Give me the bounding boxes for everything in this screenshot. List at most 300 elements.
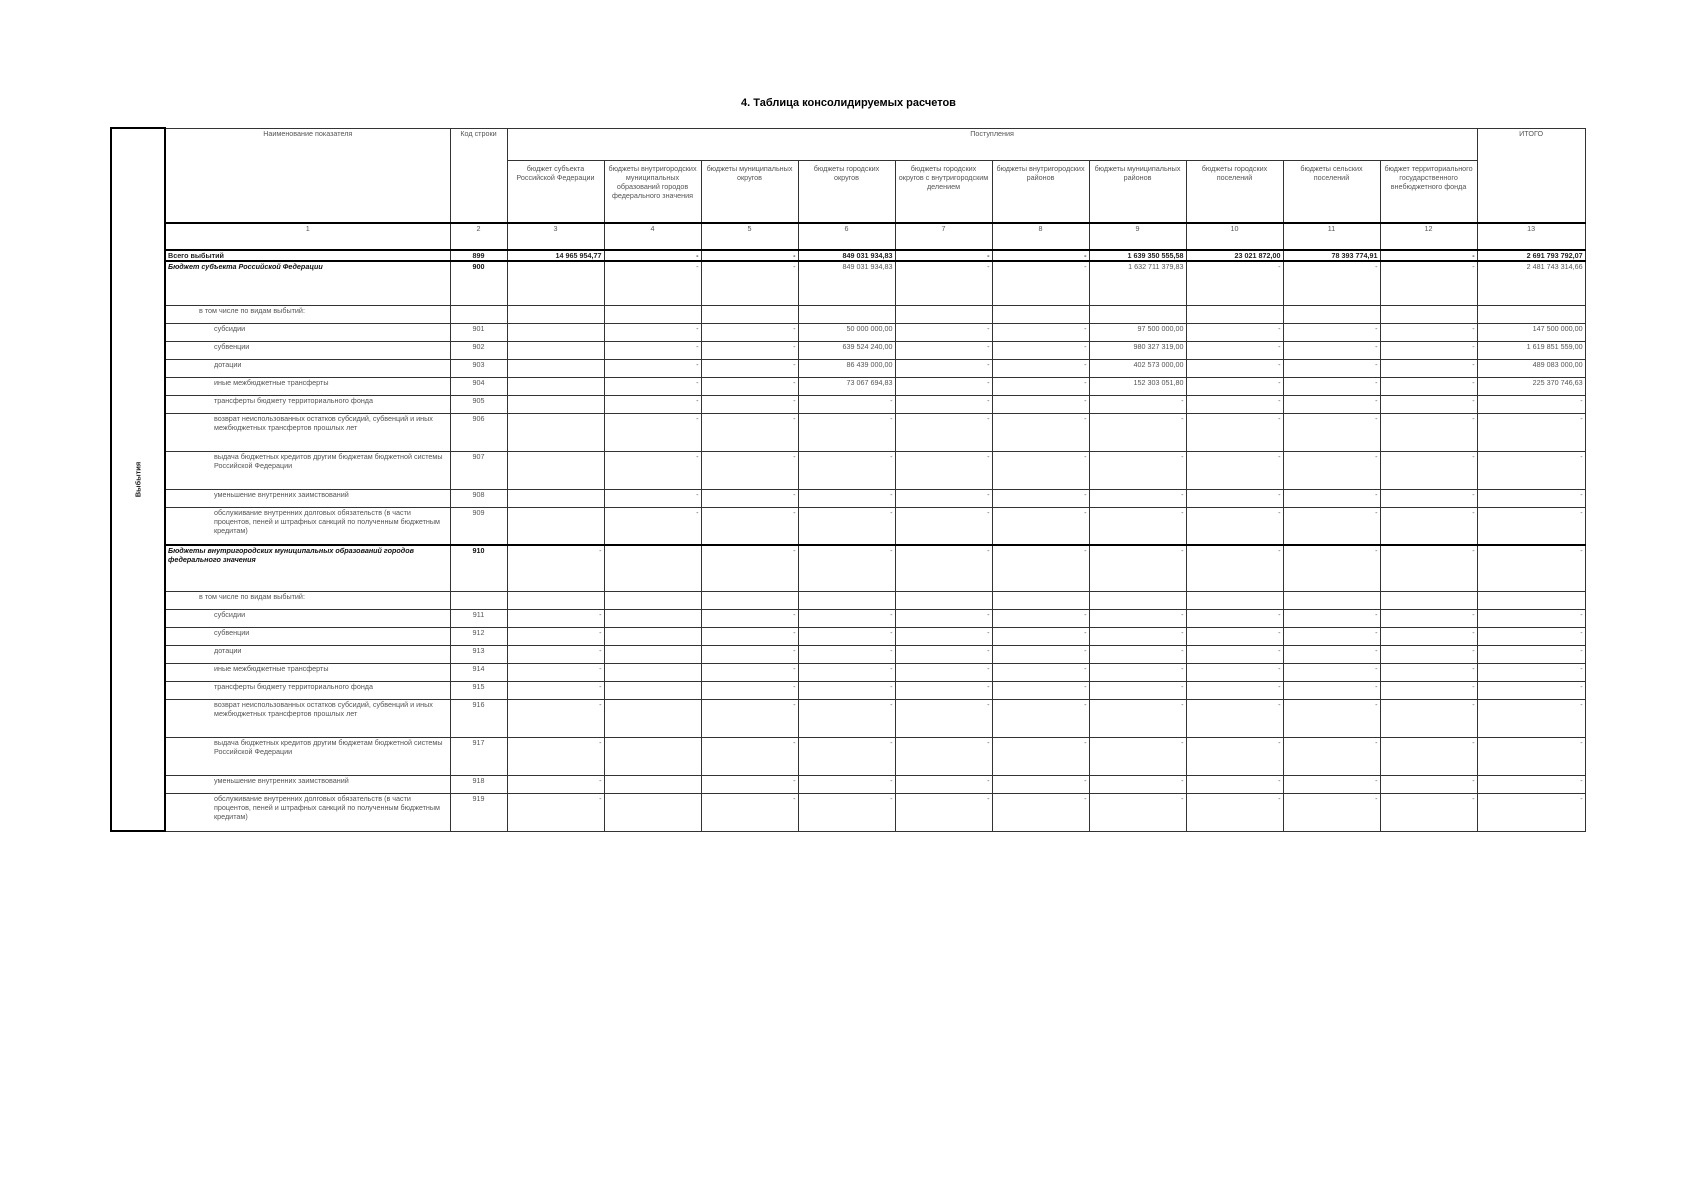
value-cell: - (701, 627, 798, 645)
value-cell: - (1283, 507, 1380, 545)
value-cell (798, 591, 895, 609)
value-cell: 489 083 000,00 (1477, 359, 1585, 377)
value-cell: - (1477, 413, 1585, 451)
row-label: субвенции (165, 341, 450, 359)
value-cell: - (895, 377, 992, 395)
value-cell: - (992, 609, 1089, 627)
value-cell: - (798, 663, 895, 681)
table-row (111, 377, 1585, 395)
row-label: трансферты бюджету территориального фонда (165, 395, 450, 413)
row-code: 905 (450, 395, 507, 413)
table-row (111, 681, 1585, 699)
value-cell: - (1089, 627, 1186, 645)
header-col-11: бюджеты сельских поселений (1283, 160, 1380, 223)
value-cell: 225 370 746,63 (1477, 377, 1585, 395)
value-cell: - (1089, 451, 1186, 489)
row-label: в том числе по видам выбытий: (165, 305, 450, 323)
header-col-8: бюджеты внутригородских районов (992, 160, 1089, 223)
value-cell: - (992, 323, 1089, 341)
value-cell: - (798, 507, 895, 545)
value-cell: - (1089, 681, 1186, 699)
value-cell: - (895, 699, 992, 737)
value-cell: - (1380, 545, 1477, 591)
value-cell (604, 591, 701, 609)
value-cell: - (604, 323, 701, 341)
table-row (111, 451, 1585, 489)
value-cell: - (701, 359, 798, 377)
value-cell (507, 323, 604, 341)
value-cell: - (798, 413, 895, 451)
value-cell: - (992, 341, 1089, 359)
table-row (111, 645, 1585, 663)
value-cell: - (507, 545, 604, 591)
value-cell: - (701, 609, 798, 627)
value-cell: 849 031 934,83 (798, 261, 895, 305)
value-cell (604, 793, 701, 831)
value-cell (604, 699, 701, 737)
table-row (111, 395, 1585, 413)
value-cell: - (895, 341, 992, 359)
value-cell: - (1477, 681, 1585, 699)
value-cell: - (604, 261, 701, 305)
value-cell: - (992, 627, 1089, 645)
row-code: 917 (450, 737, 507, 775)
header-number: 9 (1089, 223, 1186, 250)
value-cell (604, 775, 701, 793)
value-cell: - (1477, 793, 1585, 831)
header-col-10: бюджеты городских поселений (1186, 160, 1283, 223)
value-cell: - (1186, 545, 1283, 591)
value-cell: - (1186, 627, 1283, 645)
value-cell: - (1186, 261, 1283, 305)
value-cell: - (507, 793, 604, 831)
value-cell: 639 524 240,00 (798, 341, 895, 359)
row-code: 903 (450, 359, 507, 377)
row-label: уменьшение внутренних заимствований (165, 489, 450, 507)
value-cell: - (798, 645, 895, 663)
value-cell: - (1089, 609, 1186, 627)
value-cell (1283, 305, 1380, 323)
header-number: 5 (701, 223, 798, 250)
row-label: выдача бюджетных кредитов другим бюджетам бюджетной системы Российской Федерации (165, 451, 450, 489)
table-row (111, 737, 1585, 775)
value-cell: 50 000 000,00 (798, 323, 895, 341)
row-label: выдача бюджетных кредитов другим бюджетам бюджетной системы Российской Федерации (165, 737, 450, 775)
value-cell: - (1477, 737, 1585, 775)
value-cell: - (1089, 737, 1186, 775)
table-row (111, 305, 1585, 323)
value-cell: - (1186, 775, 1283, 793)
row-label: субсидии (165, 323, 450, 341)
value-cell: - (798, 545, 895, 591)
value-cell: - (798, 737, 895, 775)
value-cell: - (1283, 395, 1380, 413)
row-code (450, 305, 507, 323)
value-cell: - (604, 489, 701, 507)
value-cell: - (1283, 681, 1380, 699)
value-cell: - (1186, 681, 1283, 699)
value-cell (507, 395, 604, 413)
value-cell: - (1283, 413, 1380, 451)
value-cell: - (1186, 663, 1283, 681)
table-row (111, 627, 1585, 645)
value-cell: - (1380, 261, 1477, 305)
value-cell: - (1477, 663, 1585, 681)
row-code: 899 (450, 250, 507, 261)
header-number: 6 (798, 223, 895, 250)
value-cell: - (1089, 663, 1186, 681)
value-cell: - (895, 681, 992, 699)
side-label: Выбытия (133, 461, 143, 498)
value-cell: 73 067 694,83 (798, 377, 895, 395)
value-cell: - (992, 681, 1089, 699)
value-cell (895, 305, 992, 323)
value-cell: - (1380, 775, 1477, 793)
value-cell (604, 737, 701, 775)
value-cell: - (1380, 609, 1477, 627)
table-row (111, 545, 1585, 591)
value-cell: - (895, 645, 992, 663)
value-cell: - (992, 545, 1089, 591)
value-cell: - (798, 699, 895, 737)
value-cell: - (895, 359, 992, 377)
header-group: Поступления (507, 128, 1477, 160)
value-cell: - (1089, 775, 1186, 793)
value-cell: - (1283, 323, 1380, 341)
value-cell: - (604, 413, 701, 451)
row-label: дотации (165, 359, 450, 377)
value-cell (1380, 305, 1477, 323)
row-label: субвенции (165, 627, 450, 645)
value-cell: - (1380, 737, 1477, 775)
value-cell: - (992, 261, 1089, 305)
value-cell: - (1186, 341, 1283, 359)
value-cell: - (604, 359, 701, 377)
value-cell: - (992, 737, 1089, 775)
value-cell: - (1283, 341, 1380, 359)
value-cell (507, 413, 604, 451)
value-cell: - (992, 359, 1089, 377)
value-cell: - (1477, 507, 1585, 545)
value-cell: - (507, 737, 604, 775)
value-cell: - (1380, 250, 1477, 261)
value-cell: - (992, 663, 1089, 681)
value-cell: - (992, 775, 1089, 793)
header-number: 1 (165, 223, 450, 250)
value-cell: - (701, 663, 798, 681)
row-label: возврат неиспользованных остатков субсидий, субвенций и иных межбюджетных трансфертов прошлых лет (165, 413, 450, 451)
value-cell: 402 573 000,00 (1089, 359, 1186, 377)
row-code: 904 (450, 377, 507, 395)
value-cell (1089, 591, 1186, 609)
value-cell: - (507, 663, 604, 681)
value-cell: - (798, 395, 895, 413)
value-cell: - (798, 451, 895, 489)
row-label: обслуживание внутренних долговых обязательств (в части процентов, пеней и штрафных санкций по полученным бюджетным кредитам) (165, 793, 450, 831)
value-cell: - (992, 413, 1089, 451)
value-cell: - (992, 507, 1089, 545)
value-cell: - (604, 507, 701, 545)
value-cell: - (895, 775, 992, 793)
header-number: 3 (507, 223, 604, 250)
value-cell: - (1477, 609, 1585, 627)
value-cell (507, 489, 604, 507)
consolidated-table (110, 127, 1586, 832)
value-cell: - (895, 261, 992, 305)
value-cell (604, 609, 701, 627)
value-cell: 23 021 872,00 (1186, 250, 1283, 261)
value-cell: - (1477, 545, 1585, 591)
value-cell: - (1477, 645, 1585, 663)
row-code: 908 (450, 489, 507, 507)
value-cell (604, 627, 701, 645)
value-cell: - (1283, 377, 1380, 395)
row-code: 914 (450, 663, 507, 681)
header-col-12: бюджет территориального государственного внебюджетного фонда (1380, 160, 1477, 223)
value-cell: - (1380, 413, 1477, 451)
value-cell: 1 639 350 555,58 (1089, 250, 1186, 261)
value-cell (507, 305, 604, 323)
table-row (111, 359, 1585, 377)
value-cell: - (604, 250, 701, 261)
value-cell: - (1283, 775, 1380, 793)
value-cell: - (507, 681, 604, 699)
header-col-3: бюджет субъекта Российской Федерации (507, 160, 604, 223)
value-cell (701, 591, 798, 609)
value-cell: 78 393 774,91 (1283, 250, 1380, 261)
value-cell: - (1477, 489, 1585, 507)
value-cell: - (1186, 507, 1283, 545)
value-cell (895, 591, 992, 609)
value-cell (1477, 591, 1585, 609)
value-cell: 147 500 000,00 (1477, 323, 1585, 341)
value-cell: - (1186, 413, 1283, 451)
value-cell: - (701, 250, 798, 261)
value-cell (604, 681, 701, 699)
value-cell (1380, 591, 1477, 609)
value-cell: - (1186, 737, 1283, 775)
row-code: 918 (450, 775, 507, 793)
header-number: 12 (1380, 223, 1477, 250)
row-label: обслуживание внутренних долговых обязательств (в части процентов, пеней и штрафных санкций по полученным бюджетным кредитам) (165, 507, 450, 545)
value-cell: - (701, 737, 798, 775)
value-cell: - (1380, 663, 1477, 681)
table-row (111, 413, 1585, 451)
value-cell: - (1380, 681, 1477, 699)
value-cell: - (1186, 451, 1283, 489)
header-col-7: бюджеты городских округов с внутригородским делением (895, 160, 992, 223)
value-cell: - (1380, 451, 1477, 489)
value-cell: - (992, 793, 1089, 831)
value-cell (992, 591, 1089, 609)
value-cell (604, 545, 701, 591)
value-cell: - (1477, 451, 1585, 489)
value-cell: - (1283, 261, 1380, 305)
side-label-cell (111, 128, 165, 831)
row-label: в том числе по видам выбытий: (165, 591, 450, 609)
value-cell: - (1089, 395, 1186, 413)
value-cell: - (701, 507, 798, 545)
header-number: 4 (604, 223, 701, 250)
value-cell: - (1283, 609, 1380, 627)
header-name: Наименование показателя (165, 128, 450, 223)
value-cell: - (1089, 645, 1186, 663)
value-cell: - (1380, 395, 1477, 413)
value-cell: - (895, 451, 992, 489)
value-cell: 1 632 711 379,83 (1089, 261, 1186, 305)
value-cell: - (895, 395, 992, 413)
value-cell: - (895, 737, 992, 775)
value-cell (507, 451, 604, 489)
value-cell (701, 305, 798, 323)
row-code: 910 (450, 545, 507, 591)
row-code: 901 (450, 323, 507, 341)
value-cell: - (895, 627, 992, 645)
row-label: иные межбюджетные трансферты (165, 377, 450, 395)
value-cell (1186, 591, 1283, 609)
value-cell (507, 359, 604, 377)
table-row (111, 341, 1585, 359)
value-cell: - (895, 507, 992, 545)
header-number: 8 (992, 223, 1089, 250)
value-cell: - (895, 545, 992, 591)
value-cell: - (992, 377, 1089, 395)
value-cell: - (1186, 699, 1283, 737)
value-cell: - (992, 489, 1089, 507)
value-cell: - (701, 545, 798, 591)
table-row (111, 250, 1585, 261)
value-cell: - (507, 627, 604, 645)
row-code: 909 (450, 507, 507, 545)
row-code: 916 (450, 699, 507, 737)
table-row (111, 663, 1585, 681)
value-cell: - (1089, 699, 1186, 737)
value-cell: - (1186, 323, 1283, 341)
value-cell: 14 965 954,77 (507, 250, 604, 261)
row-code: 915 (450, 681, 507, 699)
value-cell: - (1089, 507, 1186, 545)
value-cell: - (1283, 737, 1380, 775)
value-cell: - (604, 451, 701, 489)
row-code: 912 (450, 627, 507, 645)
row-code: 900 (450, 261, 507, 305)
value-cell: - (1186, 793, 1283, 831)
page-title: 4. Таблица консолидируемых расчетов (741, 97, 956, 109)
value-cell: - (1380, 793, 1477, 831)
row-code: 911 (450, 609, 507, 627)
header-code: Код строки (450, 128, 507, 223)
value-cell: - (895, 250, 992, 261)
value-cell (1283, 591, 1380, 609)
row-label: возврат неиспользованных остатков субсидий, субвенций и иных межбюджетных трансфертов прошлых лет (165, 699, 450, 737)
header-total: ИТОГО (1477, 128, 1585, 223)
value-cell: - (604, 395, 701, 413)
table-row (111, 261, 1585, 305)
value-cell: - (701, 793, 798, 831)
value-cell: - (895, 489, 992, 507)
value-cell: 2 481 743 314,66 (1477, 261, 1585, 305)
value-cell (604, 663, 701, 681)
value-cell: - (1380, 645, 1477, 663)
value-cell: - (701, 681, 798, 699)
value-cell: - (1089, 413, 1186, 451)
value-cell (604, 305, 701, 323)
value-cell: - (701, 451, 798, 489)
value-cell: - (798, 609, 895, 627)
value-cell: - (1380, 359, 1477, 377)
value-cell: - (1283, 545, 1380, 591)
value-cell: - (701, 377, 798, 395)
value-cell: - (1477, 627, 1585, 645)
row-label: Бюджеты внутригородских муниципальных образований городов федерального значения (165, 545, 450, 591)
row-code: 907 (450, 451, 507, 489)
value-cell: 2 691 793 792,07 (1477, 250, 1585, 261)
row-label: трансферты бюджету территориального фонда (165, 681, 450, 699)
value-cell (992, 305, 1089, 323)
table-row (111, 323, 1585, 341)
value-cell: - (895, 609, 992, 627)
value-cell: - (701, 323, 798, 341)
value-cell: - (1089, 793, 1186, 831)
value-cell (507, 261, 604, 305)
table-row (111, 793, 1585, 831)
header-number: 7 (895, 223, 992, 250)
value-cell: - (992, 645, 1089, 663)
value-cell: - (1186, 395, 1283, 413)
value-cell (507, 507, 604, 545)
value-cell: - (507, 609, 604, 627)
value-cell: - (1186, 609, 1283, 627)
value-cell (604, 645, 701, 663)
value-cell: 1 619 851 559,00 (1477, 341, 1585, 359)
value-cell: - (798, 775, 895, 793)
row-label: дотации (165, 645, 450, 663)
table-row (111, 489, 1585, 507)
value-cell: - (507, 775, 604, 793)
value-cell (1477, 305, 1585, 323)
value-cell: - (798, 627, 895, 645)
value-cell (507, 341, 604, 359)
value-cell: 152 303 051,80 (1089, 377, 1186, 395)
value-cell: - (1283, 359, 1380, 377)
value-cell: - (992, 395, 1089, 413)
value-cell: - (895, 323, 992, 341)
value-cell: - (604, 341, 701, 359)
value-cell: - (1283, 793, 1380, 831)
header-col-4: бюджеты внутригородских муниципальных образований городов федерального значения (604, 160, 701, 223)
table-row (111, 699, 1585, 737)
table-row (111, 609, 1585, 627)
header-number: 13 (1477, 223, 1585, 250)
value-cell: - (895, 663, 992, 681)
row-code: 913 (450, 645, 507, 663)
value-cell: - (1380, 323, 1477, 341)
header-col-9: бюджеты муниципальных районов (1089, 160, 1186, 223)
row-label: субсидии (165, 609, 450, 627)
value-cell: 980 327 319,00 (1089, 341, 1186, 359)
value-cell: - (1186, 359, 1283, 377)
header-number: 11 (1283, 223, 1380, 250)
row-code: 902 (450, 341, 507, 359)
row-code: 906 (450, 413, 507, 451)
value-cell: - (701, 489, 798, 507)
header-col-5: бюджеты муниципальных округов (701, 160, 798, 223)
value-cell: - (1186, 377, 1283, 395)
value-cell: - (895, 793, 992, 831)
value-cell: - (1477, 395, 1585, 413)
value-cell: - (1186, 489, 1283, 507)
header-number: 10 (1186, 223, 1283, 250)
